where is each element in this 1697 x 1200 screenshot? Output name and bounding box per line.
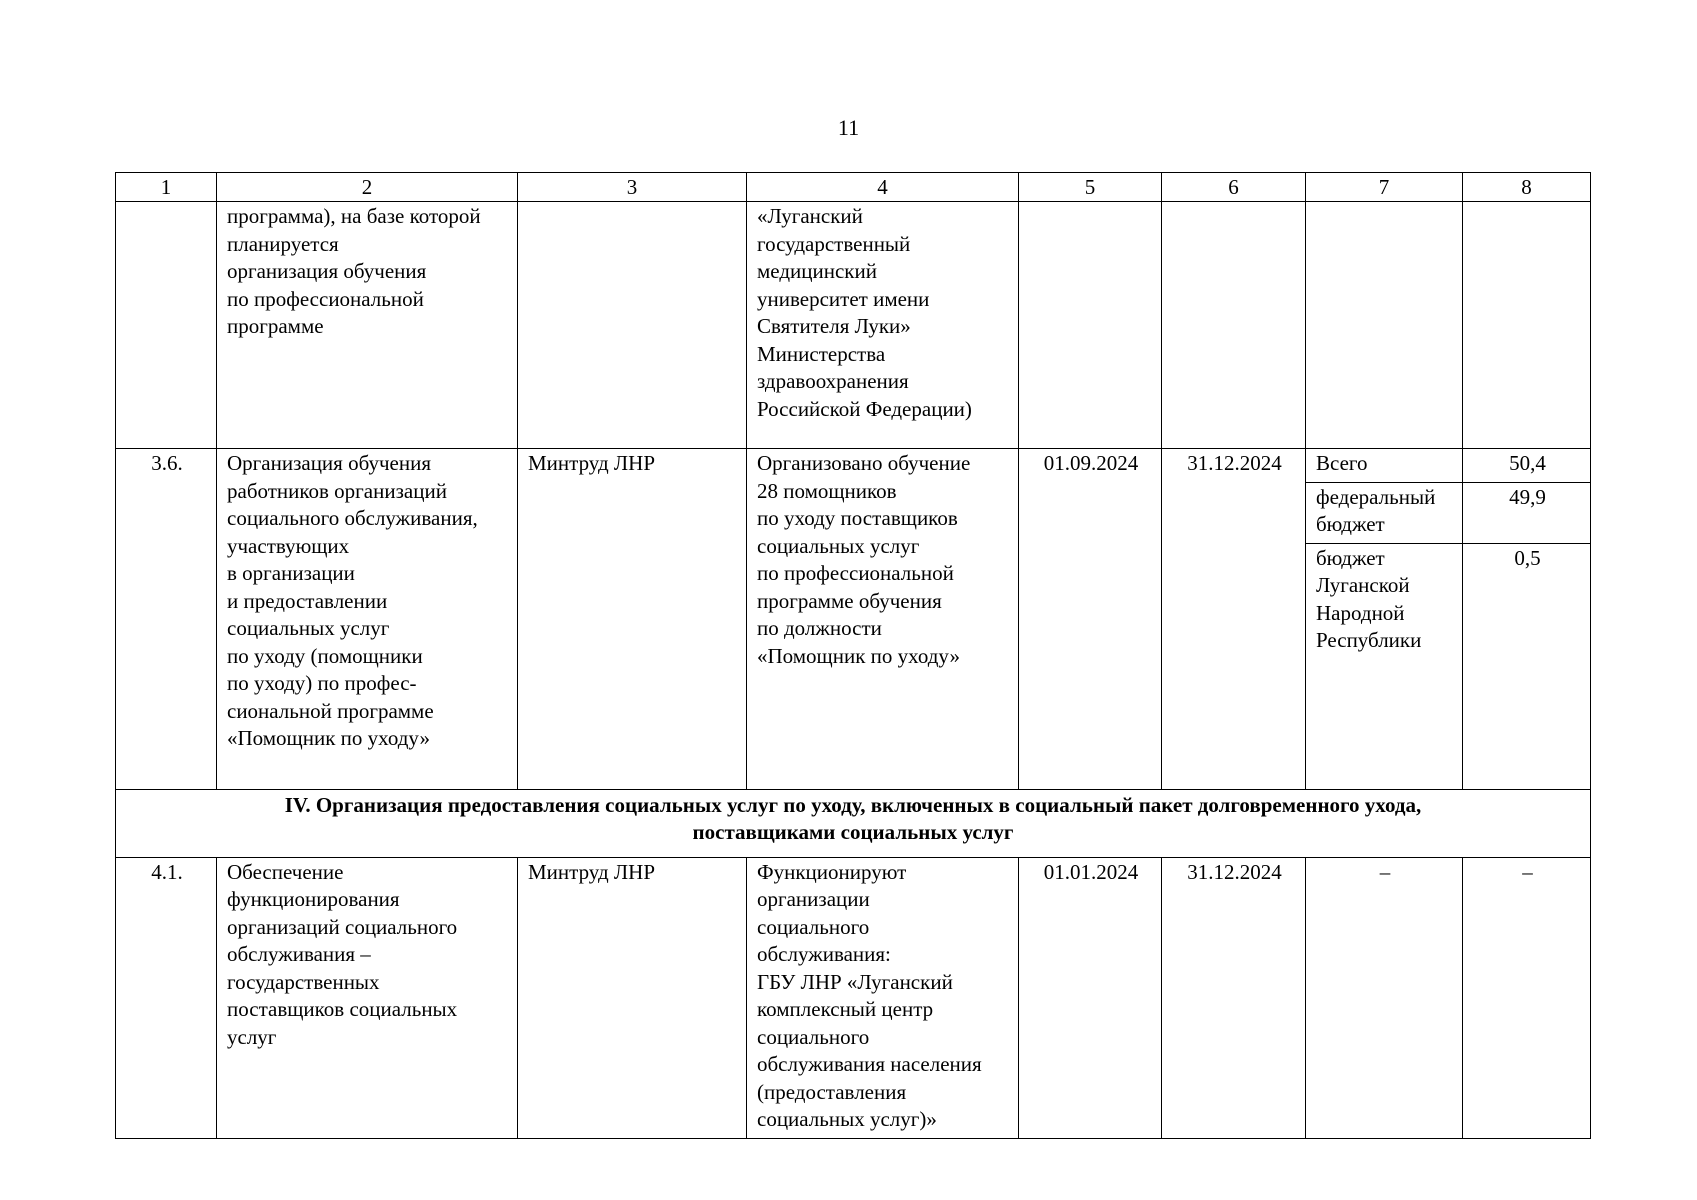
cell-activity-name <box>217 202 518 449</box>
cell-activity-name <box>217 449 518 790</box>
column-header: 7 <box>1306 173 1463 202</box>
cell-funding-amount: 50,4 <box>1463 449 1591 483</box>
text-line: программе обучения <box>757 588 942 613</box>
cell-funding-source <box>1306 482 1463 543</box>
text-line: социального обслуживания, <box>227 506 478 530</box>
text-line: Всего <box>1316 451 1368 475</box>
text-line: по уходу) по профес- <box>227 671 417 695</box>
cell-activity-name <box>217 857 518 1138</box>
text-line: организаций социального <box>227 914 458 939</box>
text-line: обслуживания населения <box>757 1052 982 1076</box>
cell-funding-source: – <box>1306 857 1463 1138</box>
text-line: по уходу (помощники <box>227 643 423 668</box>
text-line: поставщиков социальных <box>227 997 458 1021</box>
text-line: социальных услуг <box>757 533 920 558</box>
cell-executor: Минтруд ЛНР <box>518 449 747 790</box>
text-line: Организовано обучение <box>757 451 971 475</box>
cell-end-date: 31.12.2024 <box>1162 449 1306 790</box>
cell-start-date: 01.01.2024 <box>1019 857 1162 1138</box>
text-line: услуг <box>227 1024 277 1049</box>
cell-result <box>747 449 1019 790</box>
cell-result <box>747 857 1019 1138</box>
text-line: федеральный <box>1316 484 1436 509</box>
text-line: по уходу поставщиков <box>757 506 958 530</box>
table-row-3-6 <box>116 449 1591 483</box>
text-line: поставщиками социальных услуг <box>692 820 1014 844</box>
cell-end-date <box>1162 202 1306 449</box>
section-heading-row <box>116 789 1591 857</box>
text-line: работников организаций <box>227 478 447 503</box>
activity-plan-table <box>115 172 1591 1139</box>
text-line: социальных услуг)» <box>757 1107 937 1131</box>
text-line: (предоставления <box>757 1079 907 1104</box>
cell-funding-amount: – <box>1463 857 1591 1138</box>
page-number: 11 <box>837 115 860 140</box>
cell-funding-amount <box>1463 202 1591 449</box>
text-line: социальных услуг <box>227 616 390 640</box>
text-line: социального <box>757 914 870 939</box>
text-line: Организация обучения <box>227 451 431 475</box>
text-line: Российской Федерации) <box>757 396 972 421</box>
text-line: по должности <box>757 616 882 640</box>
text-line: программе <box>227 314 324 338</box>
cell-number <box>116 202 217 449</box>
cell-number: 3.6. <box>116 449 217 790</box>
text-line: сиональной программе <box>227 698 434 723</box>
table-row-continuation <box>116 202 1591 449</box>
text-line: бюджет <box>1316 545 1385 570</box>
text-line: Луганской <box>1316 573 1410 597</box>
text-line: медицинский <box>757 259 877 283</box>
cell-result <box>747 202 1019 449</box>
table-row-4-1 <box>116 857 1591 1138</box>
column-header: 6 <box>1162 173 1306 202</box>
text-line: IV. Организация предоставления социальных услуг по уходу, включенных в социальный пакет долговременного ухода, <box>284 792 1422 817</box>
cell-funding-source <box>1306 202 1463 449</box>
text-line: социального <box>757 1024 870 1049</box>
text-line: здравоохранения <box>757 369 909 393</box>
cell-funding-source <box>1306 449 1463 483</box>
section-iv-title <box>116 789 1591 857</box>
cell-number: 4.1. <box>116 857 217 1138</box>
cell-funding-source <box>1306 543 1463 789</box>
cell-start-date <box>1019 202 1162 449</box>
text-line: государственный <box>757 231 911 256</box>
text-line: 28 помощников <box>757 478 897 503</box>
text-line: планируется <box>227 231 339 256</box>
cell-end-date: 31.12.2024 <box>1162 857 1306 1138</box>
text-line: университет имени <box>757 286 930 311</box>
text-line: обслуживания – <box>227 942 371 966</box>
column-header: 2 <box>217 173 518 202</box>
text-line: по профессиональной <box>227 286 424 311</box>
text-line: «Помощник по уходу» <box>227 726 430 750</box>
text-line: и предоставлении <box>227 588 388 613</box>
text-line: Министерства <box>757 341 886 366</box>
text-line: ГБУ ЛНР «Луганский <box>757 969 953 994</box>
cell-funding-amount: 49,9 <box>1463 482 1591 543</box>
text-line: «Помощник по уходу» <box>757 643 960 668</box>
text-line: по профессиональной <box>757 561 954 585</box>
text-line: участвующих <box>227 533 350 558</box>
text-line: комплексный центр <box>757 997 934 1021</box>
column-header: 1 <box>116 173 217 202</box>
text-line: организации <box>757 887 870 911</box>
text-line: Обеспечение <box>227 859 344 884</box>
cell-start-date: 01.09.2024 <box>1019 449 1162 790</box>
text-line: в организации <box>227 561 355 585</box>
cell-executor: Минтруд ЛНР <box>518 857 747 1138</box>
text-line: программа), на базе которой <box>227 204 481 228</box>
text-line: «Луганский <box>757 204 863 228</box>
text-line: обслуживания: <box>757 942 891 966</box>
text-line: бюджет <box>1316 512 1385 536</box>
text-line: функционирования <box>227 887 400 911</box>
column-header: 8 <box>1463 173 1591 202</box>
column-header: 5 <box>1019 173 1162 202</box>
cell-executor <box>518 202 747 449</box>
text-line: Республики <box>1316 628 1422 652</box>
text-line: Функционируют <box>757 859 907 884</box>
text-line: Народной <box>1316 600 1405 625</box>
cell-funding-amount: 0,5 <box>1463 543 1591 789</box>
text-line: государственных <box>227 969 380 994</box>
text-line: организация обучения <box>227 259 427 283</box>
column-header: 3 <box>518 173 747 202</box>
column-header: 4 <box>747 173 1019 202</box>
text-line: Святителя Луки» <box>757 314 911 338</box>
column-number-header-row <box>116 173 1591 202</box>
